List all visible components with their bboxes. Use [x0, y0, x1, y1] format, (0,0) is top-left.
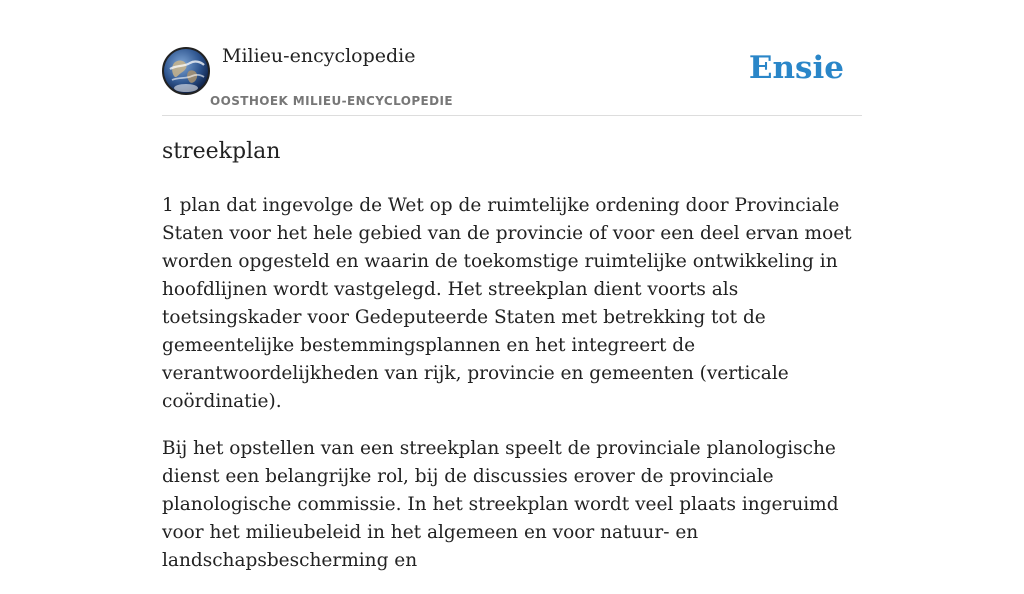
entry-title: streekplan — [162, 139, 281, 164]
site-header — [162, 0, 862, 116]
definition-paragraph: 1 plan dat ingevolge de Wet op de ruimtelijke ordening door Provinciale Staten voor het hele gebied van de provincie of voor een deel ervan moet worden opgesteld en waarin de toekomstige ruimtelijke ontwikkeling in hoofdlijnen wordt vastgelegd. Het streekplan dient voorts als toetsingskader voor Gedeputeerde Staten met betrekking tot de gemeentelijke bestemmingsplannen en het integreert de verantwoordelijkheden van rijk, provincie en gemeenten (verticale coördinatie). — [162, 195, 852, 412]
site-subtitle: OOSTHOEK MILIEU-ENCYCLOPEDIE — [210, 94, 453, 108]
definition-paragraph: Bij het opstellen van een streekplan speelt de provinciale planologische dienst een belangrijke rol, bij de discussies erover de provinciale planologische commissie. In het streekplan wordt veel plaats ingeruimd voor het milieubeleid in het algemeen en voor natuur- en landschapsbescherming en — [162, 438, 839, 571]
earth-globe-icon[interactable] — [162, 47, 210, 95]
entry-definition — [162, 192, 862, 594]
site-title-link[interactable]: Milieu-encyclopedie — [222, 45, 416, 67]
ensie-logo-link[interactable]: Ensie — [748, 50, 844, 86]
